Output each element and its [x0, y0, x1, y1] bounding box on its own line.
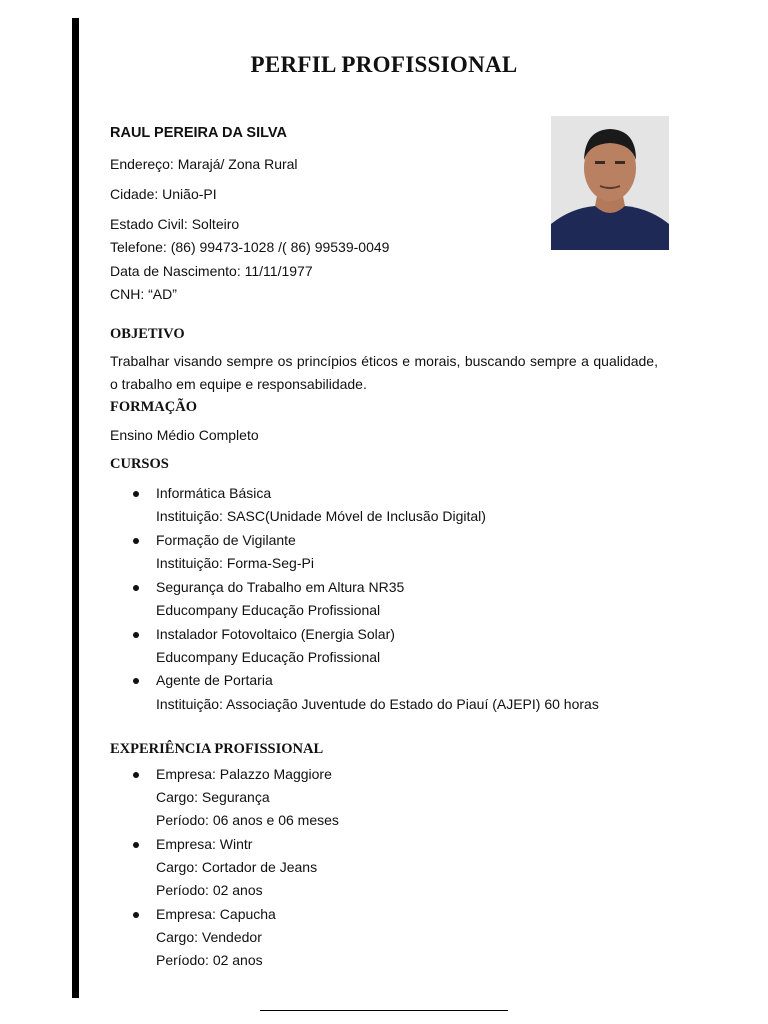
bullet-icon — [133, 678, 139, 684]
bullet-icon — [133, 772, 139, 778]
civil-status-line: Estado Civil: Solteiro — [110, 216, 240, 232]
experience-role: Cargo: Segurança — [156, 789, 270, 805]
license-line: CNH: “AD” — [110, 286, 177, 302]
education-heading: FORMAÇÃO — [110, 399, 197, 415]
course-detail: Instituição: SASC(Unidade Móvel de Inclusão Digital) — [156, 508, 486, 524]
experience-company: Empresa: Capucha — [156, 906, 276, 922]
address-line: Endereço: Marajá/ Zona Rural — [110, 156, 298, 172]
experience-company: Empresa: Palazzo Maggiore — [156, 766, 332, 782]
courses-heading: CURSOS — [110, 456, 169, 472]
profile-photo — [551, 116, 669, 250]
course-detail: Educompany Educação Profissional — [156, 649, 381, 665]
course-detail: Instituição: Forma-Seg-Pi — [156, 555, 314, 571]
experience-period: Período: 02 anos — [156, 952, 263, 968]
course-name: Instalador Fotovoltaico (Energia Solar) — [156, 626, 395, 642]
experience-period: Período: 02 anos — [156, 882, 263, 898]
city-line: Cidade: União-PI — [110, 186, 217, 202]
bullet-icon — [133, 538, 139, 544]
page-title: PERFIL PROFISSIONAL — [250, 52, 518, 77]
signature-line — [260, 1010, 508, 1011]
experience-role: Cargo: Vendedor — [156, 929, 262, 945]
bullet-icon — [133, 632, 139, 638]
course-detail: Educompany Educação Profissional — [156, 602, 381, 618]
course-name: Informática Básica — [156, 485, 272, 501]
bullet-icon — [133, 912, 139, 918]
bullet-icon — [133, 842, 139, 848]
course-name: Agente de Portaria — [156, 672, 273, 688]
education-text: Ensino Médio Completo — [110, 427, 259, 443]
portrait-image — [551, 116, 669, 250]
experience-role: Cargo: Cortador de Jeans — [156, 859, 318, 875]
course-name: Segurança do Trabalho em Altura NR35 — [156, 579, 405, 595]
bullet-icon — [133, 585, 139, 591]
course-detail: Instituição: Associação Juventude do Estado do Piauí (AJEPI) 60 horas — [156, 696, 599, 712]
objective-heading: OBJETIVO — [110, 326, 185, 342]
bullet-icon — [133, 491, 139, 497]
person-name: RAUL PEREIRA DA SILVA — [110, 125, 287, 141]
course-name: Formação de Vigilante — [156, 532, 296, 548]
experience-heading: EXPERIÊNCIA PROFISSIONAL — [110, 741, 324, 757]
birth-date-line: Data de Nascimento: 11/11/1977 — [110, 263, 313, 279]
phone-line: Telefone: (86) 99473-1028 /( 86) 99539-0049 — [110, 239, 390, 255]
objective-text: Trabalhar visando sempre os princípios éticos e morais, buscando sempre a qualidade, o trabalho em equipe e responsabilidade. — [110, 353, 658, 392]
experience-period: Período: 06 anos e 06 meses — [156, 812, 339, 828]
left-margin-bar — [72, 18, 79, 998]
experience-company: Empresa: Wintr — [156, 836, 253, 852]
